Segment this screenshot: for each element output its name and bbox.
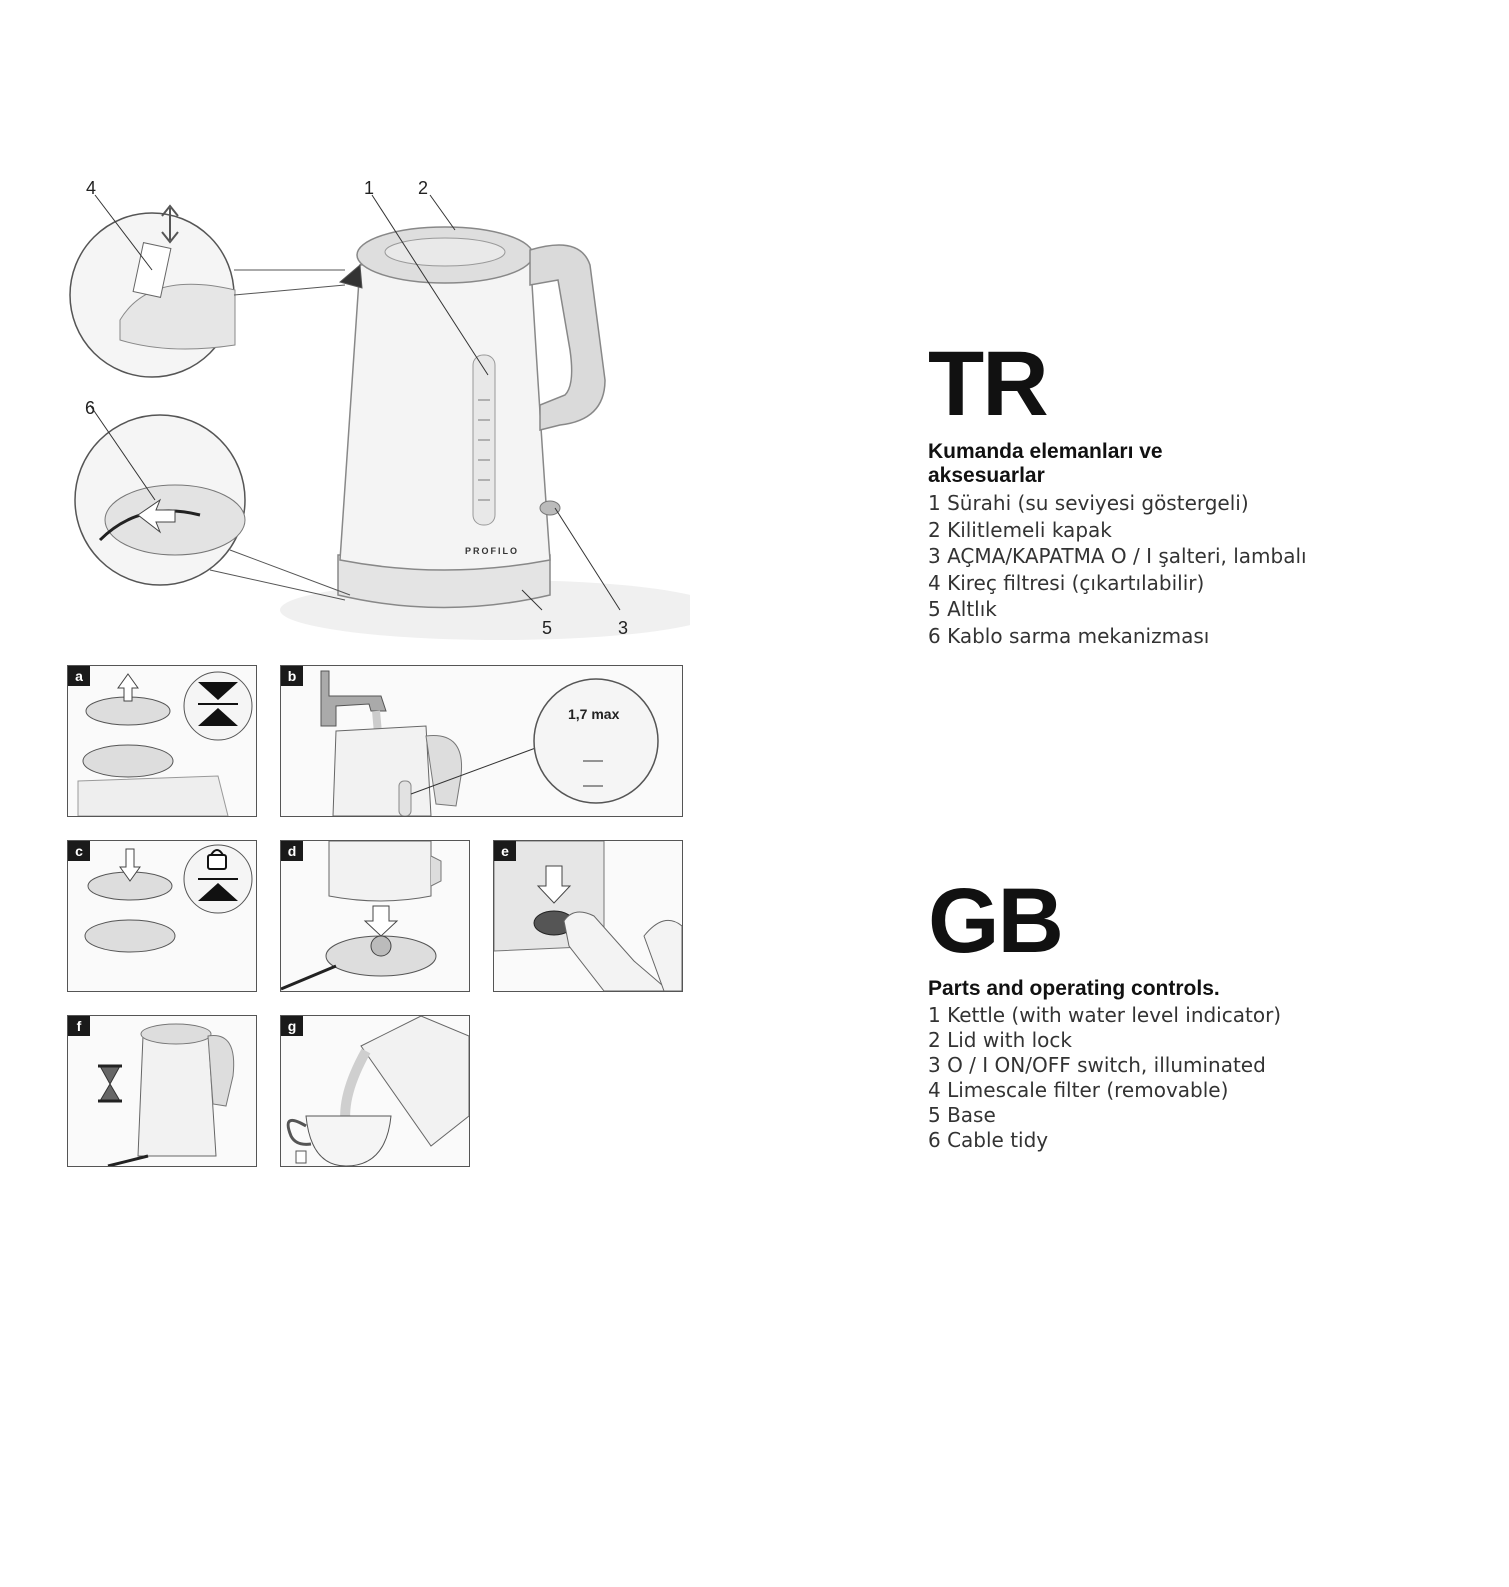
- panel-tag-a: a: [68, 666, 90, 686]
- list-item: 1 Kettle (with water level indicator): [928, 1003, 1282, 1027]
- list-item: 6 Kablo sarma mekanizması: [928, 623, 1210, 648]
- callout-3: 3: [618, 618, 629, 638]
- panel-tag-d: d: [281, 841, 303, 861]
- panel-tag-g: g: [281, 1016, 303, 1036]
- section-title-gb: Parts and operating controls.: [928, 977, 1220, 1000]
- step-panel-g: [280, 1015, 470, 1167]
- step-panel-f: [67, 1015, 257, 1167]
- callout-5: 5: [542, 618, 553, 638]
- panel-tag-e: e: [494, 841, 516, 861]
- list-item: 2 Lid with lock: [928, 1028, 1072, 1052]
- step-panel-a: [67, 665, 257, 817]
- section-title-tr: Kumanda elemanları ve aksesuarlar: [928, 440, 1163, 487]
- step-panel-b: [280, 665, 683, 817]
- brand-logo: PROFILO: [465, 546, 519, 556]
- language-code-gb: GB: [928, 870, 1062, 972]
- step-panel-c: [67, 840, 257, 992]
- callout-4: 4: [86, 178, 97, 198]
- list-item: 6 Cable tidy: [928, 1128, 1049, 1152]
- list-item: 5 Base: [928, 1103, 996, 1127]
- step-panel-e: [493, 840, 683, 992]
- panel-tag-b: b: [281, 666, 303, 686]
- callout-1: 1: [364, 178, 375, 198]
- panel-tag-f: f: [68, 1016, 90, 1036]
- list-item: 4 Limescale filter (removable): [928, 1078, 1229, 1102]
- list-item: 5 Altlık: [928, 597, 997, 621]
- list-item: 3 O / I ON/OFF switch, illuminated: [928, 1053, 1266, 1077]
- callout-6: 6: [85, 398, 96, 418]
- callout-2: 2: [418, 178, 429, 198]
- section-tr: [928, 333, 1307, 649]
- list-item: 4 Kireç filtresi (çıkartılabilir): [928, 570, 1205, 595]
- max-fill-label: 1,7 max: [568, 706, 620, 722]
- list-item: 2 Kilitlemeli kapak: [928, 517, 1112, 542]
- language-code-tr: TR: [928, 333, 1047, 435]
- parts-list-tr: [928, 490, 1307, 649]
- kettle-illustration: [60, 170, 690, 1180]
- section-gb: [928, 870, 1288, 1153]
- list-item: 1 Sürahi (su seviyesi göstergeli): [928, 491, 1249, 515]
- panel-tag-c: c: [68, 841, 90, 861]
- kettle-main-drawing: [60, 170, 690, 650]
- step-panel-d: [280, 840, 470, 992]
- parts-list-gb: [928, 1003, 1288, 1153]
- list-item: 3 AÇMA/KAPATMA O / I şalteri, lambalı: [928, 544, 1307, 568]
